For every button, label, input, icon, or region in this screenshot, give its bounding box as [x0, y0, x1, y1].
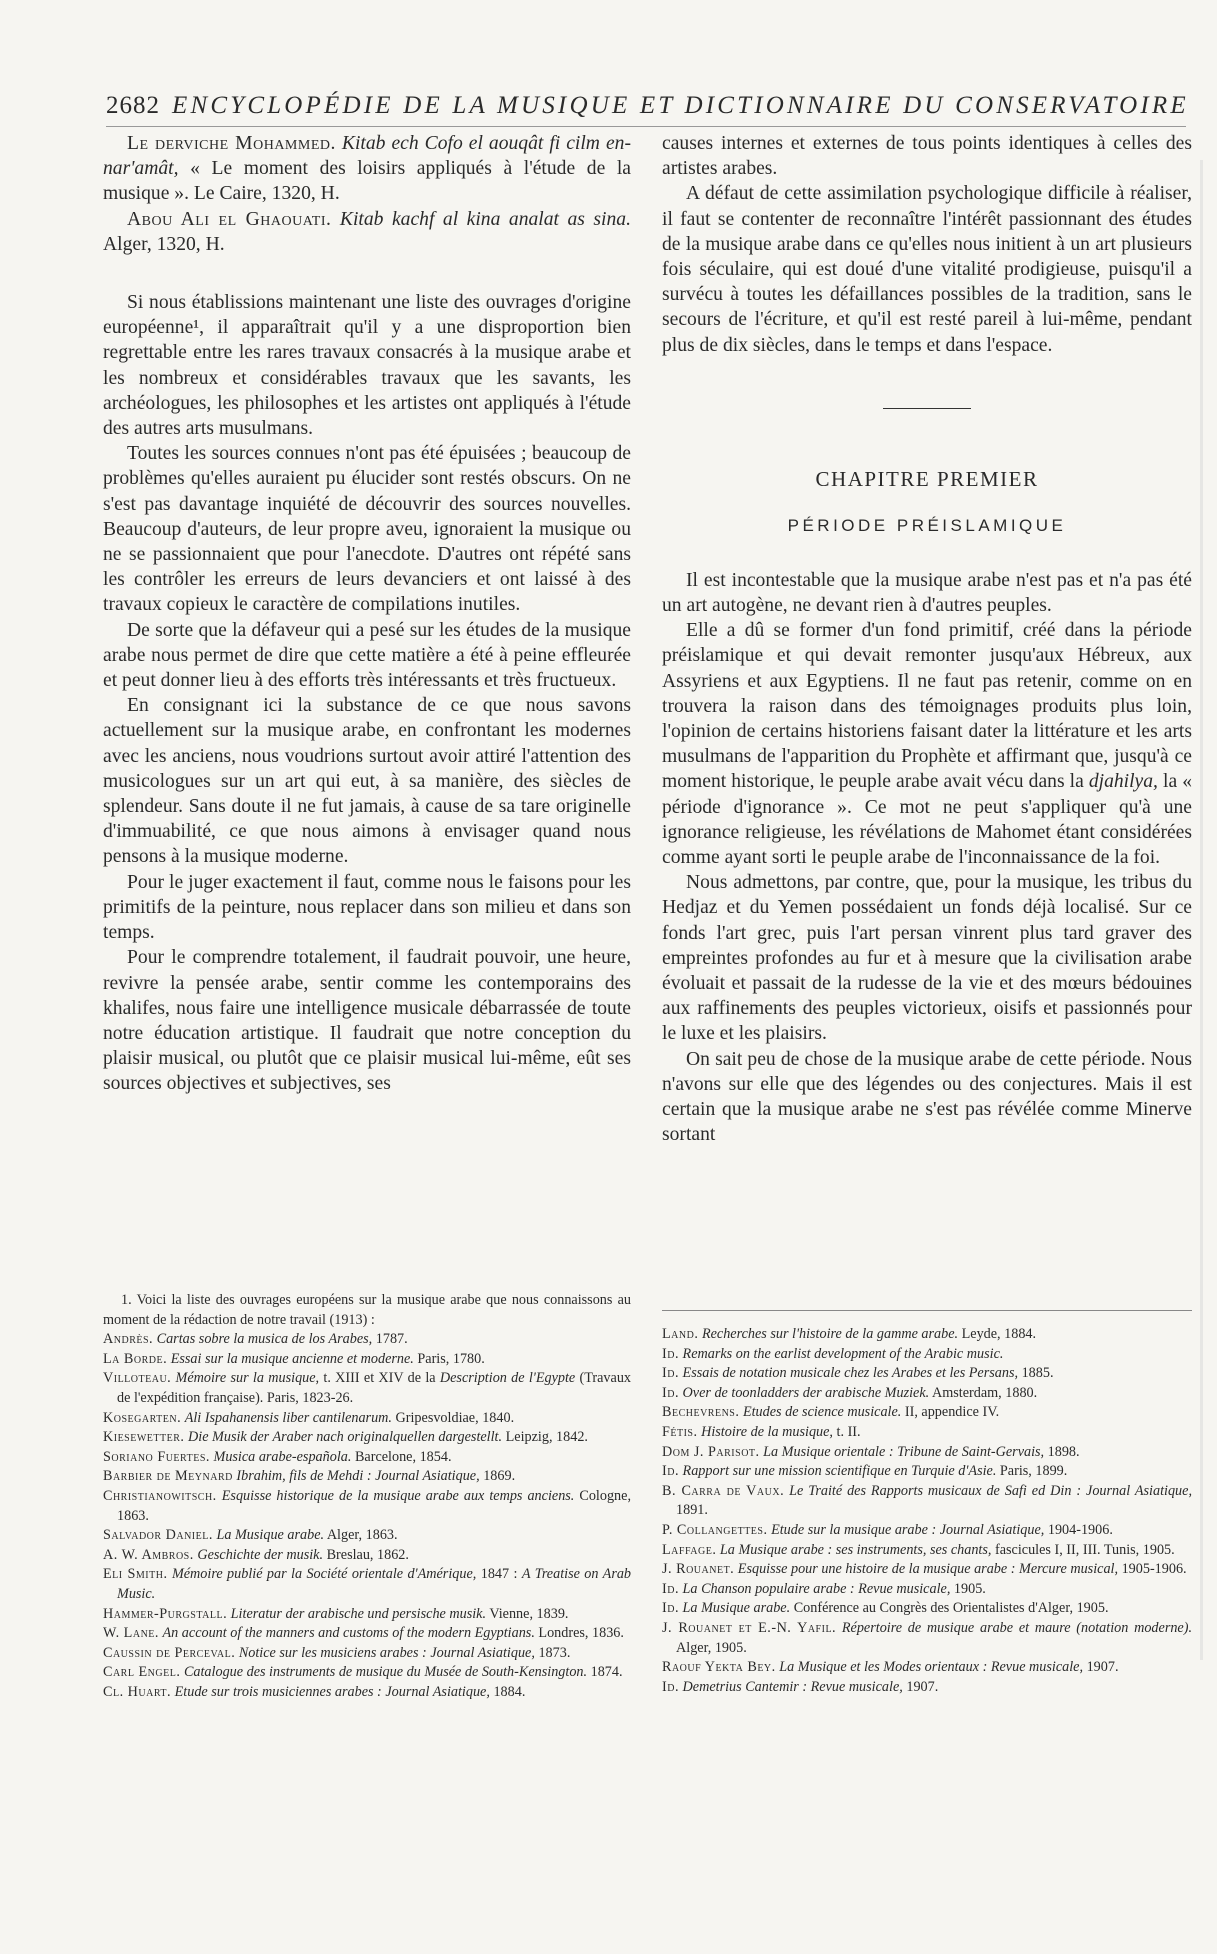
- footnote-title: Ali Ispahanensis liber cantilenarum.: [184, 1409, 392, 1426]
- footnote-title: La Musique arabe.: [682, 1600, 791, 1617]
- body-paragraph: De sorte que la défaveur qui a pesé sur les études de la musique arabe nous permet de dire que cette matière a été à peine effleurée et peut donner lieu à des efforts très intéressants et très fructueux.: [103, 619, 631, 692]
- footnote-author: Fétis.: [662, 1423, 698, 1440]
- footnote-details: Alger, 1905.: [676, 1639, 747, 1656]
- reference-details: « Le moment des loisirs appliqués à l'étude de la musique ». Le Caire, 1320, H.: [103, 158, 631, 205]
- footnote-title: Mémoire sur la musique,: [175, 1370, 320, 1387]
- footnote-details: t. II.: [836, 1423, 861, 1440]
- footnote-entry: [103, 1663, 631, 1683]
- footnote-author: Id.: [662, 1580, 679, 1597]
- footnote-entry: [103, 1350, 631, 1370]
- footnote-title: Essais de notation musicale chez les Arabes et les Persans,: [682, 1365, 1019, 1382]
- footnote-details: Barcelone, 1854.: [354, 1448, 452, 1465]
- footnote-details: Londres, 1836.: [538, 1625, 624, 1642]
- footnote-divider: [662, 1310, 1192, 1311]
- footnote-details: Leipzig, 1842.: [505, 1429, 588, 1446]
- footnote-title: La Chanson populaire arabe : Revue musicale,: [682, 1580, 951, 1597]
- body-paragraph: Si nous établissions maintenant une liste des ouvrages d'origine européenne¹, il apparaîtrait qu'il y a une disproportion bien regrettable entre les rares travaux consacrés à la musique arabe et les nombreux et considérables travaux que les savants, les archéologues, les philosophes et les artistes ont appliqués à l'étude des autres arts musulmans.: [103, 292, 631, 440]
- footnote-author: Land.: [662, 1326, 699, 1342]
- footnote-title: Die Musik der Araber nach originalquellen dargestellt.: [188, 1429, 503, 1446]
- section-heading: PÉRIODE PRÉISLAMIQUE: [787, 515, 1067, 535]
- footnote-title: Literatur der arabische und persische musik.: [230, 1605, 487, 1622]
- footnote-title: An account of the manners and customs of the modern Egyptians.: [162, 1625, 535, 1642]
- footnote-entry: [662, 1599, 1192, 1619]
- footnote-details: Leyde, 1884.: [961, 1326, 1037, 1342]
- body-paragraph: Nous admettons, par contre, que, pour la musique, les tribus du Hedjaz et du Yemen possédaient un fonds déjà localisé. Sur ce fonds l'art grec, puis l'art persan vinrent plus tard graver des empreintes profondes au fur et à mesure que la civilisation arabe évoluait et passait de la rudesse de la vie et des mœurs bédouines aux raffinements des peuples victorieux, oisifs et passionnés pour le luxe et les plaisirs.: [662, 872, 1192, 1045]
- footnote-author: Bechevrens.: [662, 1404, 740, 1421]
- footnote-title: A Treatise on Arab Music.: [117, 1566, 632, 1602]
- footnote-author: Eli Smith.: [103, 1566, 168, 1583]
- footnote-entry: [103, 1369, 631, 1408]
- footnote-list: [662, 1325, 1192, 1697]
- footnote-author: Salvador Daniel.: [103, 1527, 213, 1544]
- footnote-author: Id.: [662, 1463, 679, 1480]
- footnote-title: Etudes de science musicale.: [742, 1404, 902, 1421]
- paragraph-text: la « période d'ignorance ». Ce mot ne peut s'appliquer qu'à une ignorance religieuse, les révélations de Mahomet étant considérées comme ayant sorti le peuple arabe de l'inconnaissance de la foi.: [662, 771, 1193, 869]
- footnote-author: Andrès.: [103, 1331, 154, 1348]
- footnote-author: Caussin de Perceval.: [103, 1644, 236, 1661]
- reference-details: Alger, 1320, H.: [103, 233, 225, 255]
- footnote-details: Cologne, 1863.: [117, 1487, 631, 1524]
- footnote-title: Remarks on the earlist development of the Arabic music.: [682, 1345, 1004, 1362]
- footnote-entry: [103, 1546, 631, 1566]
- body-paragraph: On sait peu de chose de la musique arabe de cette période. Nous n'avons sur elle que des légendes ou des conjectures. Mais il est certain que la musique arabe ne s'est pas révélée comme Minerve sortant: [662, 1048, 1192, 1146]
- footnote-entry: [662, 1462, 1192, 1482]
- footnote-author: Raouf Yekta Bey.: [662, 1659, 776, 1676]
- body-paragraph: causes internes et externes de tous points identiques à celles des artistes arabes.: [662, 133, 1192, 180]
- page-number: 2682: [106, 92, 160, 119]
- footnote-title: La Musique orientale : Tribune de Saint-Gervais,: [763, 1443, 1045, 1460]
- footnote-author: Kosegarten.: [103, 1409, 182, 1426]
- footnote-entry: [662, 1482, 1192, 1521]
- footnote-details: Paris, 1899.: [999, 1463, 1068, 1480]
- footnote-title: Over de toonladders der arabische Muziek.: [682, 1384, 930, 1401]
- footnote-entry: [103, 1644, 631, 1664]
- footnote-author: J. Rouanet.: [662, 1561, 735, 1578]
- footnote-author: Id.: [662, 1600, 679, 1617]
- footnote-author: A. W. Ambros.: [103, 1546, 194, 1563]
- footnote-author: Hammer-Purgstall.: [103, 1605, 228, 1622]
- footnote-title: Rapport sur une mission scientifique en Turquie d'Asie.: [682, 1463, 997, 1480]
- body-paragraph: [662, 618, 1192, 870]
- reference-entry: [103, 207, 631, 257]
- footnote-author: Soriano Fuertes.: [103, 1448, 210, 1465]
- footnote-author: Id.: [662, 1345, 679, 1362]
- footnote-title: Etude sur trois musiciennes arabes : Journal Asiatique,: [174, 1683, 490, 1700]
- running-title: ENCYCLOPÉDIE DE LA MUSIQUE ET DICTIONNAIRE DU CONSERVATOIRE: [172, 92, 1189, 119]
- footnote-details: Alger, 1863.: [326, 1527, 398, 1544]
- footnote-author: Dom J. Parisot.: [662, 1443, 760, 1460]
- reference-author: Le derviche Mohammed.: [127, 133, 336, 154]
- footnote-details: 1891.: [676, 1502, 708, 1519]
- footnote-title: Description de l'Egypte: [439, 1370, 576, 1387]
- footnote-title: Ibrahim, fils de Mehdi : Journal Asiatique,: [236, 1468, 480, 1485]
- footnote-entry: [103, 1428, 631, 1448]
- footnote-entry: [103, 1565, 631, 1604]
- footnote-title: La Musique arabe : ses instruments, ses chants,: [719, 1541, 992, 1558]
- footnote-entry: [662, 1443, 1192, 1463]
- footnote-title: Mémoire publié par la Société orientale d'Amérique,: [171, 1566, 477, 1583]
- footnote-title: Esquisse historique de la musique arabe aux temps anciens.: [221, 1487, 575, 1504]
- footnote-details: 1907.: [1086, 1659, 1119, 1676]
- footnotes-right: [662, 1325, 1192, 1697]
- footnote-entry: [103, 1448, 631, 1468]
- footnote-details: t. XIII et XIV de la: [323, 1370, 436, 1387]
- footnote-details: 1873.: [538, 1644, 571, 1661]
- footnote-details: 1787.: [375, 1331, 408, 1348]
- footnote-author: Id.: [662, 1384, 679, 1401]
- footnote-details: Amsterdam, 1880.: [931, 1384, 1038, 1401]
- footnote-details: Vienne, 1839.: [489, 1605, 569, 1622]
- footnote-details: 1907.: [906, 1678, 939, 1695]
- footnote-title: Essai sur la musique ancienne et moderne.: [170, 1350, 414, 1367]
- footnote-title: Esquisse pour une histoire de la musique arabe : Mercure musical,: [737, 1561, 1119, 1578]
- footnote-entry: [662, 1364, 1192, 1384]
- body-paragraph: Pour le juger exactement il faut, comme nous le faisons pour les primitifs de la peinture, nous replacer dans son milieu et dans son temps.: [103, 871, 631, 944]
- footnote-entry: [103, 1526, 631, 1546]
- footnote-entry: [662, 1619, 1192, 1658]
- emphasized-term: djahilya,: [1088, 771, 1158, 793]
- reference-title: Kitab ech Cofo el aouqât fi cilm en-nar'amât,: [103, 133, 631, 180]
- footnote-entry: [103, 1467, 631, 1487]
- footnote-author: La Borde.: [103, 1350, 168, 1367]
- footnote-title: Notice sur les musiciens arabes : Journal Asiatique,: [238, 1644, 535, 1661]
- footnote-details: 1884.: [493, 1683, 526, 1700]
- footnote-details: 1905.: [953, 1580, 986, 1597]
- footnote-entry: [103, 1487, 631, 1526]
- footnote-details: 1885.: [1021, 1365, 1054, 1382]
- footnote-author: Christianowitsch.: [103, 1487, 217, 1504]
- footnote-author: Barbier de Meynard: [103, 1468, 233, 1485]
- footnote-author: J. Rouanet et E.-N. Yafil.: [662, 1619, 837, 1636]
- footnote-entry: [103, 1605, 631, 1625]
- footnote-author: B. Carra de Vaux.: [662, 1482, 785, 1499]
- footnote-details: Paris, 1780.: [417, 1350, 485, 1367]
- footnote-details: Conférence au Congrès des Orientalistes d'Alger, 1905.: [793, 1600, 1109, 1617]
- footnote-entry: [662, 1678, 1192, 1698]
- footnote-details: fascicules I, II, III. Tunis, 1905.: [995, 1541, 1175, 1558]
- footnote-details: Breslau, 1862.: [326, 1546, 409, 1563]
- footnote-title: Demetrius Cantemir : Revue musicale,: [682, 1678, 903, 1695]
- footnote-entry: [103, 1330, 631, 1350]
- footnote-entry: [103, 1683, 631, 1703]
- footnote-entry: [662, 1325, 1192, 1345]
- footnote-author: Kiesewetter.: [103, 1429, 185, 1446]
- scan-edge-shadow: [1200, 160, 1203, 1660]
- footnote-title: La Musique et les Modes orientaux : Revue musicale,: [779, 1659, 1084, 1676]
- footnote-author: P. Collangettes.: [662, 1521, 768, 1538]
- footnote-author: Laffage.: [662, 1541, 717, 1558]
- reference-entry: [103, 131, 631, 207]
- paragraph-text: Elle a dû se former d'un fond primitif, créé dans la période préislamique et qui devait remonter jusqu'aux Hébreux, aux Assyriens et aux Egyptiens. Il ne faut pas retenir, comme on en trouvera la raison dans des témoignages produits plus loin, l'opinion de certains historiens faisant dater la littérature et les arts musulmans de l'apparition du Prophète et affirmant que, jusqu'à ce moment historique, le peuple arabe avait vécu dans la: [662, 620, 1192, 793]
- footnotes-left: [103, 1291, 631, 1702]
- footnote-entry: [662, 1345, 1192, 1365]
- footnote-details: 1869.: [483, 1468, 516, 1485]
- footnote-title: Catalogue des instruments de musique du Musée de South-Kensington.: [183, 1664, 588, 1681]
- footnote-author: W. Lane.: [103, 1625, 159, 1642]
- body-paragraph: Pour le comprendre totalement, il faudrait pouvoir, une heure, revivre la pensée arabe, sentir comme les contemporains des khalifes, nous faire une intelligence musicale débarrassée de toute notre éducation artistique. Il faudrait que notre conception du plaisir musical, ou plutôt que ce plaisir musical lui-même, eût ses sources objectives et subjectives, ses: [103, 947, 631, 1095]
- footnote-entry: [662, 1521, 1192, 1541]
- body-paragraph: A défaut de cette assimilation psychologique difficile à réaliser, il faut se contenter de reconnaître l'intérêt passionnant des études de la musique arabe dans ce qu'elles nous initient à un art plusieurs fois séculaire, qui est doué d'une vitalité prodigieuse, puisqu'il a survécu à toutes les défaillances possibles de la tradition, sans le secours de l'écriture, et qu'il est resté pareil à lui-même, pendant plus de dix siècles, dans le temps et dans l'espace.: [662, 183, 1192, 356]
- left-column: [103, 131, 631, 1097]
- right-column: [662, 131, 1192, 1148]
- body-paragraph: En consignant ici la substance de ce que nous savons actuellement sur la musique arabe, en confrontant les modernes avec les anciens, nous voudrions surtout avoir attiré l'attention des musicologues sur un art qui eut, à sa manière, des siècles de splendeur. Sans doute il ne fut jamais, à cause de sa tare originelle d'immuabilité, ce que nous aimons à envisager quand nous pensons à la musique moderne.: [103, 695, 631, 868]
- footnote-details: 1898.: [1047, 1443, 1080, 1460]
- footnote-details: 1904-1906.: [1047, 1521, 1113, 1538]
- footnote-intro: 1. Voici la liste des ouvrages européens sur la musique arabe que nous connaissons au moment de la rédaction de notre travail (1913) :: [103, 1292, 631, 1328]
- footnote-entry: [662, 1580, 1192, 1600]
- footnote-details: 1874.: [590, 1664, 623, 1681]
- footnote-title: Musica arabe-española.: [213, 1448, 352, 1465]
- footnote-entry: [103, 1409, 631, 1429]
- footnote-entry: [662, 1403, 1192, 1423]
- chapter-heading: CHAPITRE PREMIER: [815, 466, 1039, 491]
- footnote-author: Id.: [662, 1365, 679, 1382]
- footnote-title: Geschichte der musik.: [197, 1546, 324, 1563]
- footnote-title: Le Traité des Rapports musicaux de Safi ed Din : Journal Asiatique,: [789, 1482, 1192, 1499]
- running-header: [106, 92, 1189, 127]
- footnote-details: 1905-1906.: [1121, 1561, 1187, 1578]
- footnote-entry: [662, 1384, 1192, 1404]
- footnote-list: [103, 1330, 631, 1702]
- footnote-title: Etude sur la musique arabe : Journal Asiatique,: [771, 1521, 1045, 1538]
- body-paragraph: Toutes les sources connues n'ont pas été épuisées ; beaucoup de problèmes qu'elles auraient pu élucider sont restés obscurs. On ne s'est pas davantage inquiété de découvrir des sources nouvelles. Beaucoup d'auteurs, de leur propre aveu, ignoraient la musique ou ne se passionnaient que pour l'anecdote. D'autres ont répété sans les contrôler les erreurs de leurs devanciers et ont laissé à des travaux copieux le caractère de compilations inutiles.: [103, 443, 631, 616]
- reference-title: Kitab kachf al kina analat as sina.: [339, 208, 631, 230]
- footnote-entry: [662, 1541, 1192, 1561]
- footnote-author: Carl Engel.: [103, 1664, 181, 1681]
- footnote-author: Villoteau.: [103, 1370, 172, 1387]
- section-divider: [883, 408, 971, 409]
- footnote-author: Id.: [662, 1678, 679, 1695]
- footnote-title: Cartas sobre la musica de los Arabes,: [156, 1331, 373, 1348]
- footnote-details: Gripesvoldiae, 1840.: [395, 1409, 515, 1426]
- footnote-entry: [662, 1658, 1192, 1678]
- footnote-title: Recherches sur l'histoire de la gamme arabe.: [701, 1326, 959, 1342]
- footnote-entry: [103, 1624, 631, 1644]
- footnote-details: 1847 :: [480, 1566, 518, 1583]
- body-paragraph: Il est incontestable que la musique arabe n'est pas et n'a pas été un art autogène, ne devant rien à d'autres peuples.: [662, 569, 1192, 617]
- footnote-entry: [662, 1560, 1192, 1580]
- reference-author: Abou Ali el Ghaouati.: [127, 208, 332, 230]
- footnote-entry: [662, 1423, 1192, 1443]
- footnote-title: Histoire de la musique,: [701, 1423, 833, 1440]
- footnote-title: Répertoire de musique arabe et maure (notation moderne).: [841, 1619, 1192, 1636]
- footnote-author: Cl. Huart.: [103, 1683, 172, 1700]
- footnote-details: (Travaux de l'expédition française). Paris, 1823-26.: [117, 1370, 632, 1406]
- footnote-title: La Musique arabe.: [216, 1527, 325, 1544]
- footnote-details: II, appendice IV.: [904, 1404, 1000, 1421]
